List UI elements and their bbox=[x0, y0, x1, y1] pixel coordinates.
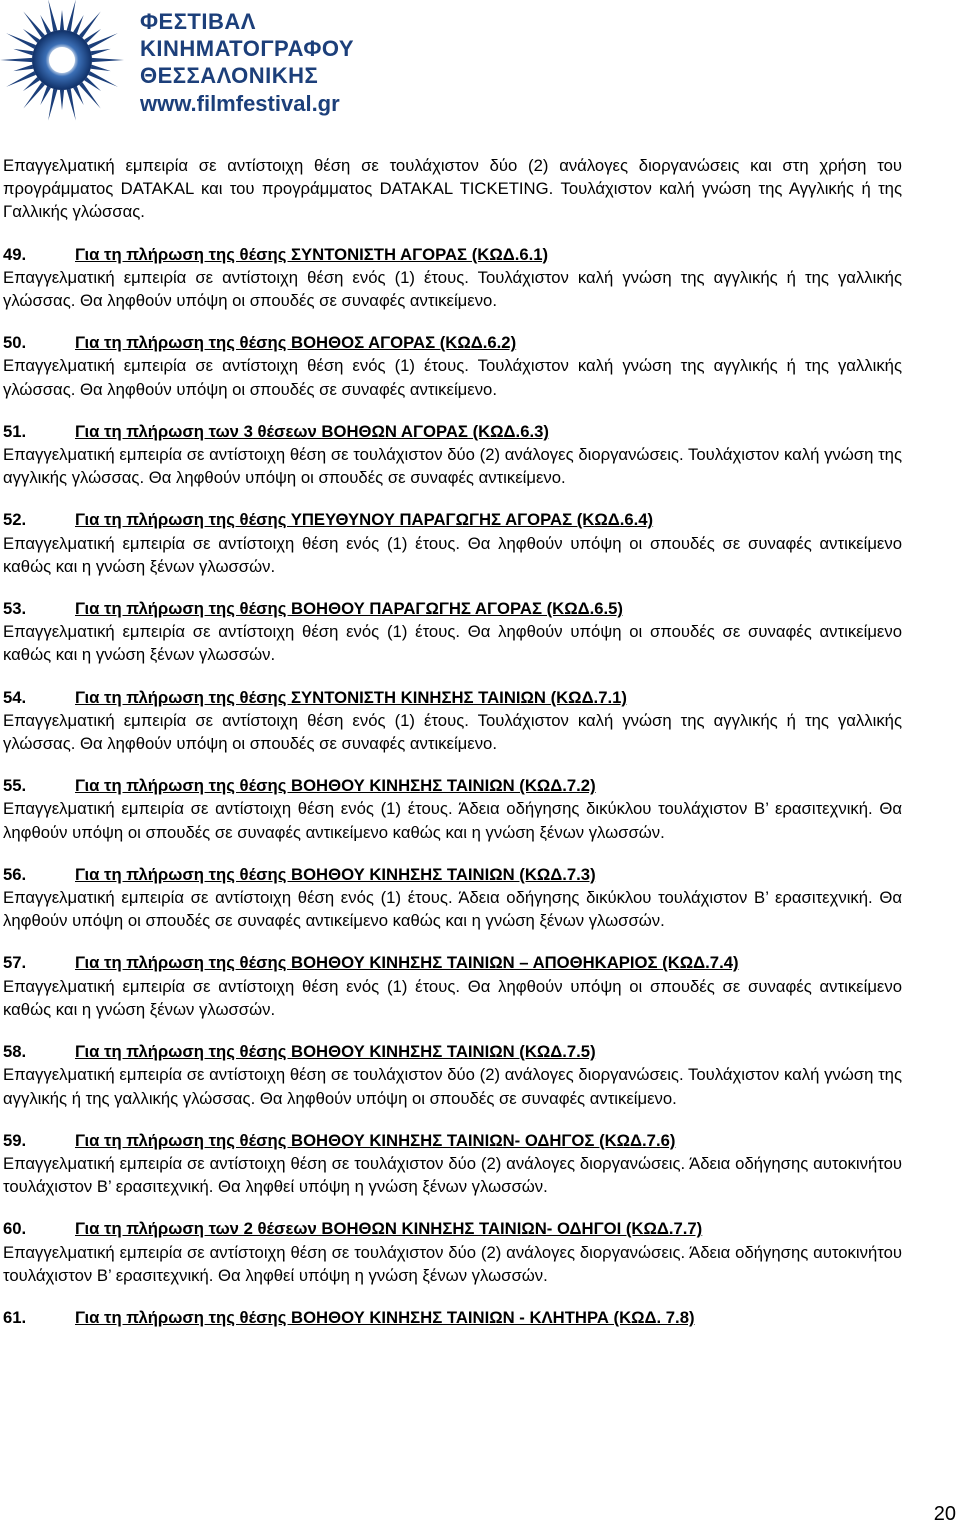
sun-ray bbox=[79, 82, 101, 108]
position-title: Για τη πλήρωση της θέσης ΥΠΕΥΘΥΝΟΥ ΠΑΡΑΓΩΓΗΣ ΑΓΟΡΑΣ (ΚΩΔ.6.4) bbox=[75, 510, 654, 530]
position-item bbox=[3, 1306, 902, 1329]
position-item bbox=[3, 597, 902, 667]
position-number: 56. bbox=[3, 864, 27, 884]
position-requirements: Επαγγελματική εμπειρία σε αντίστοιχη θέση ενός (1) έτους. Τουλάχιστον καλή γνώση της αγγλικής ή της γαλλικής γλώσσας. Θα ληφθούν υπόψη οι σπουδές σε συναφές αντικείμενο. bbox=[3, 267, 902, 311]
position-item bbox=[3, 331, 902, 401]
position-requirements: Επαγγελματική εμπειρία σε αντίστοιχη θέση ενός (1) έτους. Θα ληφθούν υπόψη οι σπουδές σε συναφές αντικείμενο καθώς και η γνώση ξένων γλωσσών. bbox=[3, 976, 902, 1019]
position-title: Για τη πλήρωση της θέσης ΒΟΗΘΟΥ ΚΙΝΗΣΗΣ ΤΑΙΝΙΩΝ (ΚΩΔ.7.2) bbox=[75, 776, 596, 796]
position-number: 52. bbox=[3, 510, 27, 530]
position-title: Για τη πλήρωση της θέσης ΒΟΗΘΟΥ ΚΙΝΗΣΗΣ ΤΑΙΝΙΩΝ – ΑΠΟΘΗΚΑΡΙΟΣ (ΚΩΔ.7.4) bbox=[75, 953, 739, 973]
sun-ray bbox=[40, 86, 51, 105]
position-requirements: Επαγγελματική εμπειρία σε αντίστοιχη θέση σε τουλάχιστον δύο (2) ανάλογες διοργανώσεις. Τουλάχιστον καλή γνώση της αγγλικής γλώσσας. Θα ληφθούν υπόψη οι σπουδές σε συναφές αντικείμενο. bbox=[3, 445, 902, 488]
position-number: 54. bbox=[3, 687, 27, 707]
position-requirements: Επαγγελματική εμπειρία σε αντίστοιχη θέση ενός (1) έτους. Τουλάχιστον καλή γνώση της αγγλικής ή της γαλλικής γλώσσας. Θα ληφθούν υπόψη οι σπουδές σε συναφές αντικείμενο. bbox=[3, 356, 902, 399]
position-heading bbox=[3, 508, 902, 531]
position-number: 59. bbox=[3, 1130, 27, 1150]
position-list bbox=[3, 243, 902, 1330]
position-requirements: Επαγγελματική εμπειρία σε αντίστοιχη θέση σε τουλάχιστον δύο (2) ανάλογες διοργανώσεις. Τουλάχιστον καλή γνώση της αγγλικής ή της γαλλικής γλώσσας. Θα ληφθούν υπόψη οι σπουδές σε συναφές αντικείμενο. bbox=[3, 1065, 902, 1108]
sun-ray bbox=[91, 65, 111, 72]
position-title: Για τη πλήρωση της θέσης ΒΟΗΘΟΥ ΚΙΝΗΣΗΣ ΤΑΙΝΙΩΝ- ΟΔΗΓΟΣ (ΚΩΔ.7.6) bbox=[75, 1130, 676, 1150]
position-title: Για τη πλήρωση της θέσης ΣΥΝΤΟΝΙΣΤΗ ΑΓΟΡΑΣ (ΚΩΔ.6.1) bbox=[75, 244, 549, 264]
position-title: Για τη πλήρωση της θέσης ΒΟΗΘΟΥ ΠΑΡΑΓΩΓΗΣ ΑΓΟΡΑΣ (ΚΩΔ.6.5) bbox=[75, 599, 623, 619]
position-title: Για τη πλήρωση της θέσης ΒΟΗΘΟΥ ΚΙΝΗΣΗΣ ΤΑΙΝΙΩΝ - ΚΛΗΤΗΡΑ (ΚΩΔ. 7.8) bbox=[75, 1307, 695, 1327]
sun-ray bbox=[73, 15, 84, 34]
position-heading bbox=[3, 686, 902, 709]
position-number: 51. bbox=[3, 421, 27, 441]
sun-ray bbox=[48, 89, 57, 121]
position-title: Για τη πλήρωση των 2 θέσεων ΒΟΗΘΩΝ ΚΙΝΗΣΗΣ ΤΑΙΝΙΩΝ- ΟΔΗΓΟΙ (ΚΩΔ.7.7) bbox=[75, 1219, 703, 1239]
position-item bbox=[3, 774, 902, 844]
position-item bbox=[3, 1217, 902, 1287]
position-heading bbox=[3, 1040, 902, 1063]
position-number: 57. bbox=[3, 953, 27, 973]
logo-text bbox=[140, 8, 354, 119]
position-heading bbox=[3, 1306, 902, 1329]
document-body bbox=[3, 154, 902, 1348]
logo-url: www.filmfestival.gr bbox=[140, 91, 340, 116]
sun-emblem-icon bbox=[0, 0, 140, 130]
position-number: 60. bbox=[3, 1219, 27, 1239]
sun-ray bbox=[23, 82, 45, 108]
sun-ray bbox=[40, 15, 51, 34]
position-requirements: Επαγγελματική εμπειρία σε αντίστοιχη θέση ενός (1) έτους. Θα ληφθούν υπόψη οι σπουδές σε συναφές αντικείμενο καθώς και η γνώση ξένων γλωσσών. bbox=[3, 533, 902, 576]
position-heading bbox=[3, 1217, 902, 1240]
logo-title-line-3: ΘΕΣΣΑΛΟΝΙΚΗΣ bbox=[140, 63, 319, 88]
sun-ray bbox=[91, 49, 111, 56]
position-item bbox=[3, 243, 902, 313]
position-heading bbox=[3, 331, 902, 354]
position-item bbox=[3, 863, 902, 933]
position-title: Για τη πλήρωση της θέσης ΣΥΝΤΟΝΙΣΤΗ ΚΙΝΗΣΗΣ ΤΑΙΝΙΩΝ (ΚΩΔ.7.1) bbox=[75, 687, 627, 707]
position-heading bbox=[3, 774, 902, 797]
page-number: 20 bbox=[933, 1503, 956, 1525]
position-requirements: Επαγγελματική εμπειρία σε αντίστοιχη θέση σε τουλάχιστον δύο (2) ανάλογες διοργανώσεις. Άδεια οδήγησης αυτοκινήτου τουλάχιστον Β’ ερασιτεχνική. Θα ληφθεί υπόψη η γνώση ξένων γλωσσών. bbox=[3, 1153, 902, 1197]
sun-ray bbox=[79, 12, 101, 38]
position-item bbox=[3, 686, 902, 756]
position-title: Για τη πλήρωση της θέσης ΒΟΗΘΟΥ ΚΙΝΗΣΗΣ ΤΑΙΝΙΩΝ (ΚΩΔ.7.5) bbox=[75, 1042, 596, 1062]
sun-ray bbox=[92, 58, 124, 62]
sun-ray bbox=[23, 12, 45, 38]
position-number: 50. bbox=[3, 333, 27, 353]
position-number: 55. bbox=[3, 776, 27, 796]
position-title: Για τη πλήρωση των 3 θέσεων ΒΟΗΘΩΝ ΑΓΟΡΑΣ (ΚΩΔ.6.3) bbox=[75, 421, 549, 441]
position-heading bbox=[3, 1129, 902, 1152]
position-number: 58. bbox=[3, 1042, 27, 1062]
sun-ray bbox=[73, 86, 84, 105]
position-item bbox=[3, 1129, 902, 1199]
logo-title-line-1: ΦΕΣΤΙΒΑΛ bbox=[140, 9, 256, 34]
position-requirements: Επαγγελματική εμπειρία σε αντίστοιχη θέση ενός (1) έτους. Άδεια οδήγησης δικύκλου τουλάχιστον Β’ ερασιτεχνική. Θα ληφθούν υπόψη οι σπουδές σε συναφές αντικείμενο καθώς και η γνώση ξένων γλωσσών. bbox=[3, 888, 902, 931]
position-item bbox=[3, 420, 902, 490]
position-item bbox=[3, 951, 902, 1021]
position-number: 61. bbox=[3, 1307, 27, 1327]
position-item bbox=[3, 1040, 902, 1110]
sun-ray bbox=[67, 0, 76, 31]
logo-title-line-2: ΚΙΝΗΜΑΤΟΓΡΑΦΟΥ bbox=[140, 36, 355, 61]
sun-ray bbox=[0, 58, 32, 62]
sun-ray bbox=[60, 90, 64, 110]
festival-logo bbox=[0, 0, 380, 130]
position-heading bbox=[3, 420, 902, 443]
position-heading bbox=[3, 863, 902, 886]
position-number: 53. bbox=[3, 599, 27, 619]
sun-ray bbox=[67, 89, 76, 121]
position-requirements: Επαγγελματική εμπειρία σε αντίστοιχη θέση ενός (1) έτους. Θα ληφθούν υπόψη οι σπουδές σε συναφές αντικείμενο καθώς και η γνώση ξένων γλωσσών. bbox=[3, 622, 902, 665]
position-requirements: Επαγγελματική εμπειρία σε αντίστοιχη θέση ενός (1) έτους. Τουλάχιστον καλή γνώση της αγγλικής ή της γαλλικής γλώσσας. Θα ληφθούν υπόψη οι σπουδές σε συναφές αντικείμενο. bbox=[3, 710, 902, 754]
sun-ray bbox=[60, 10, 64, 30]
intro-paragraph: Επαγγελματική εμπειρία σε αντίστοιχη θέση σε τουλάχιστον δύο (2) ανάλογες διοργανώσεις και στη χρήση του προγράμματος DATAKAL και του προγράμματος DATAKAL TICKETING. Τουλάχιστον καλή γνώση της Αγγλικής ή της Γαλλικής γλώσσας. bbox=[3, 156, 902, 222]
position-heading bbox=[3, 243, 902, 266]
position-heading bbox=[3, 597, 902, 620]
position-item bbox=[3, 508, 902, 578]
sun-ray bbox=[48, 0, 57, 31]
position-number: 49. bbox=[3, 244, 27, 264]
sun-ray bbox=[13, 49, 33, 56]
position-requirements: Επαγγελματική εμπειρία σε αντίστοιχη θέση σε τουλάχιστον δύο (2) ανάλογες διοργανώσεις. Άδεια οδήγησης αυτοκινήτου τουλάχιστον Β’ ερασιτεχνική. Θα ληφθεί υπόψη η γνώση ξένων γλωσσών. bbox=[3, 1242, 902, 1285]
position-requirements: Επαγγελματική εμπειρία σε αντίστοιχη θέση ενός (1) έτους. Άδεια οδήγησης δικύκλου τουλάχιστον Β’ ερασιτεχνική. Θα ληφθούν υπόψη οι σπουδές σε συναφές αντικείμενο καθώς και η γνώση ξένων γλωσσών. bbox=[3, 799, 902, 842]
position-title: Για τη πλήρωση της θέσης ΒΟΗΘΟΣ ΑΓΟΡΑΣ (ΚΩΔ.6.2) bbox=[75, 333, 517, 353]
sun-ray bbox=[13, 65, 33, 72]
position-heading bbox=[3, 951, 902, 974]
position-title: Για τη πλήρωση της θέσης ΒΟΗΘΟΥ ΚΙΝΗΣΗΣ ΤΑΙΝΙΩΝ (ΚΩΔ.7.3) bbox=[75, 864, 596, 884]
